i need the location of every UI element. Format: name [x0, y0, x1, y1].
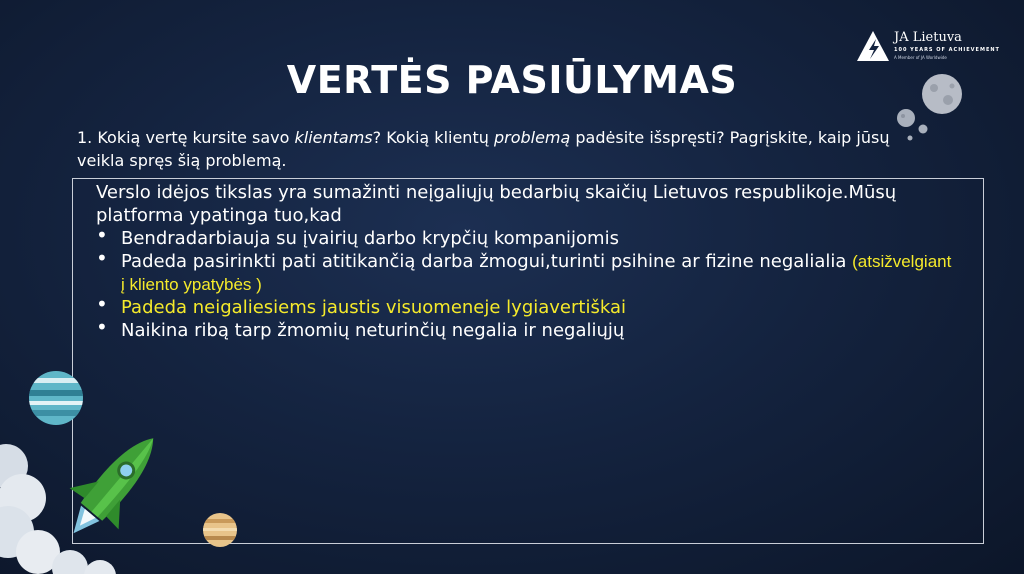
- planet-icon: [202, 512, 238, 548]
- bullet-text: Bendradarbiauja su įvairių darbo krypčių kompanijomis: [121, 228, 619, 249]
- logo-name: JA Lietuva: [894, 30, 962, 45]
- list-item: [96, 227, 956, 250]
- bullet-text: Naikina ribą tarp žmomių neturinčių negalia ir negaliųjų: [121, 320, 625, 341]
- question-part-2: ? Kokią klientų: [372, 128, 494, 147]
- answer-bullet-list: [96, 227, 956, 342]
- bullet-text: Padeda neigaliesiems jaustis visuomeneje lygiavertiškai: [121, 297, 626, 318]
- list-item: [96, 319, 956, 342]
- slide-question: [77, 126, 937, 172]
- question-part-1: 1. Kokią vertę kursite savo: [77, 128, 295, 147]
- rocket-icon: [52, 420, 177, 550]
- list-item: [96, 250, 956, 296]
- question-part-3: padėsite išspręsti? Pagrįskite, kaip jūsų veikla spręs šią problemą.: [77, 128, 890, 170]
- question-emphasis-clients: klientams: [294, 128, 373, 147]
- logo-tagline: 100 YEARS OF ACHIEVEMENT: [894, 47, 1000, 53]
- planet-icon: [28, 370, 84, 426]
- list-item-highlighted: [96, 296, 956, 319]
- bullet-text: Padeda pasirinkti pati atitikančią darba žmogui,turinti psihine ar fizine negalialia: [121, 251, 853, 272]
- slide-title: VERTĖS PASIŪLYMAS: [286, 58, 738, 102]
- logo-subline: A Member of JA Worldwide: [894, 55, 947, 60]
- bullet-note: (atsižvelgiant į kliento ypatybės ): [121, 252, 952, 294]
- question-emphasis-problem: problemą: [493, 128, 571, 147]
- answer-intro: Verslo idėjos tikslas yra sumažinti neįgaliųjų bedarbių skaičių Lietuvos respublikoje.Mūsų platforma ypatinga tuo,kad: [96, 182, 897, 226]
